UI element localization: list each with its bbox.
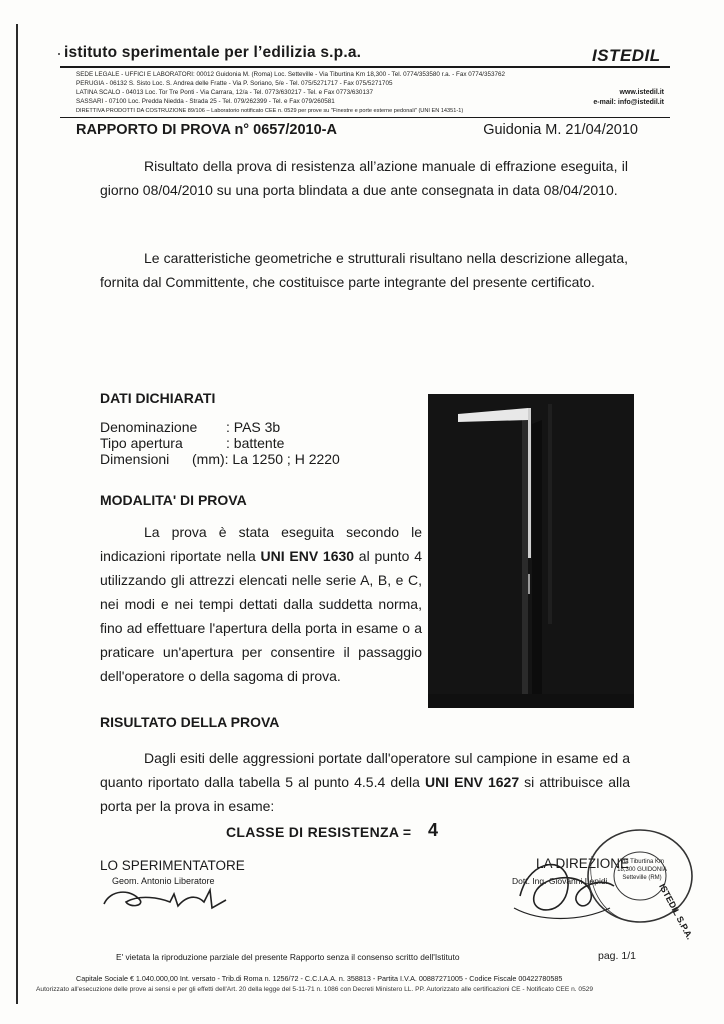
left-signature	[100, 884, 230, 914]
modalita-heading: MODALITA' DI PROVA	[100, 492, 247, 508]
header-line-sassari: SASSARI - 07100 Loc. Predda Niedda - Strada 25 - Tel. 079/262399 - Tel. e Fax 079/260581	[76, 98, 335, 105]
risultato-heading: RISULTATO DELLA PROVA	[100, 714, 280, 730]
classe-value: 4	[428, 820, 439, 840]
door-photo-image	[428, 394, 634, 708]
header-rule-top	[60, 66, 670, 68]
binding-edge-line	[16, 24, 18, 1004]
modalita-paragraph	[100, 520, 422, 688]
istedil-logo: ISTEDIL	[592, 46, 661, 65]
spec-row	[100, 420, 280, 435]
report-title: RAPPORTO DI PROVA n° 0657/2010-A	[76, 122, 337, 138]
header-line-sede: SEDE LEGALE - UFFICI E LABORATORI: 00012 Guidonia M. (Roma) Loc. Setteville - Via Tiburtina Km 18,300 - Tel. 0774/353580 r.a. - Fax 0774/353762	[76, 71, 505, 78]
stamp-inner-text: Via Tiburtina Km 18,300 GUIDONIA Setteville (RM)	[617, 859, 667, 881]
norm-reference: UNI ENV 1630	[260, 548, 355, 564]
header-line-perugia: PERUGIA - 06132 S. Sisto Loc. S. Andrea delle Fratte - Via P. Soriano, 5/e - Tel. 075/5271717 - Fax 075/5271705	[76, 80, 393, 87]
spec-row	[100, 436, 284, 451]
stamp-text: ISTEDIL S.P.A.	[657, 882, 695, 942]
authorization-info: Autorizzato all'esecuzione delle prove ai sensi e per gli effetti dell'Art. 20 della legge del 5-11-71 n. 1086 con Decreti Ministero LL. PP. Autorizzato alle certificazioni CE - Notificato CEE n. 0529	[36, 986, 594, 993]
company-capital-info: Capitale Sociale € 1.040.000,00 Int. versato - Trib.di Roma n. 1256/72 - C.C.I.A.A. n. 358813 - Partita I.V.A. 00887271005 - Codice Fiscale 00422780585	[76, 974, 563, 983]
spec-value: : PAS 3b	[226, 419, 281, 435]
classe-label: CLASSE DI RESISTENZA =	[226, 824, 412, 840]
spec-value: : battente	[226, 435, 285, 451]
spec-value: (mm): La 1250 ; H 2220	[192, 451, 340, 467]
organization-name: istituto sperimentale per l’edilizia s.p.a.	[64, 44, 362, 61]
spec-label: Denominazione	[100, 419, 198, 435]
spec-label: Tipo apertura	[100, 435, 183, 451]
spec-label: Dimensioni	[100, 451, 170, 467]
bullet-dot	[58, 53, 60, 55]
header-rule-bottom	[60, 117, 670, 118]
risultato-paragraph	[100, 746, 630, 818]
report-place-date: Guidonia M. 21/04/2010	[483, 122, 638, 138]
risultato-text-after: si attribuisce alla porta per la prova in esame:	[100, 774, 630, 814]
direzione-name: Dott. Ing. Giovanni Lepidi	[512, 876, 608, 886]
direzione-title: LA DIREZIONE	[536, 856, 630, 871]
modalita-text-before: La prova è stata eseguita secondo le indicazioni riportate nella	[100, 524, 422, 564]
norm-reference: UNI ENV 1627	[424, 774, 520, 790]
intro-paragraph-1: Risultato della prova di resistenza all’azione manuale di effrazione eseguita, il giorno 08/04/2010 su una porta blindata a due ante consegnata in data 08/04/2010.	[100, 158, 628, 198]
risultato-text-before: Dagli esiti delle aggressioni portate dall'operatore sul campione in esame ed a quanto riportato dalla tabella 5 al punto 4.5.4 della	[100, 750, 630, 790]
header-line-latina: LATINA SCALO - 04013 Loc. Tor Tre Ponti - Via Carrara, 12/a - Tel. 0773/630217 - Tel. e Fax 0773/630137	[76, 89, 373, 96]
reproduction-notice: E' vietata la riproduzione parziale del presente Rapporto senza il consenso scritto dell'Istituto	[116, 952, 460, 962]
page-number: pag. 1/1	[598, 950, 636, 962]
sperimentatore-title: LO SPERIMENTATORE	[100, 858, 245, 873]
header-line-directive: DIRETTIVA PRODOTTI DA COSTRUZIONE 89/106 – Laboratorio notificato CEE n. 0529 per prove su "Finestre e porte esterne pedonali" (UNI EN 14351-1)	[76, 108, 464, 114]
intro-paragraph-2: Le caratteristiche geometriche e strutturali risultano nella descrizione allegata, fornita dal Committente, che costituisce parte integrante del presente certificato.	[100, 250, 628, 290]
door-photo	[428, 394, 634, 708]
modalita-text-after: al punto 4 utilizzando gli attrezzi elencati nelle serie A, B, e C, nei modi e nei tempi dettati dalla suddetta norma, fino ad effettuare l'apertura della porta in esame o a praticare un'apertura per consentire il passaggio dell'operatore o della sagoma di prova.	[100, 548, 422, 684]
header-website: www.istedil.it	[619, 89, 664, 96]
sperimentatore-name: Geom. Antonio Liberatore	[112, 876, 215, 886]
spec-row	[100, 452, 340, 467]
header-email: e-mail: info@istedil.it	[593, 99, 664, 106]
dati-heading: DATI DICHIARATI	[100, 390, 216, 406]
